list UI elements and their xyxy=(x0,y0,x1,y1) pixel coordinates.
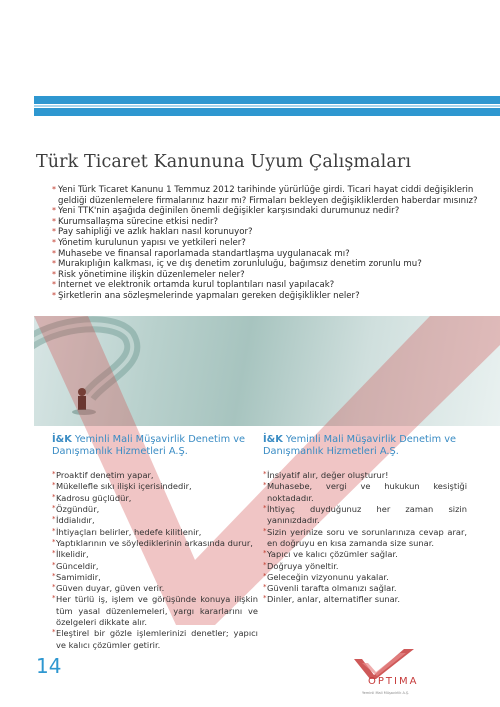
question-item xyxy=(52,227,482,238)
right-column-heading: İ&K Yeminli Mali Müşavirlik Denetim ve Danışmanlık Hizmetleri A.Ş. xyxy=(263,434,457,457)
star-bullet-icon: * xyxy=(52,515,56,524)
question-text: Muhasebe ve finansal raporlamada standartlaşma uygulanacak mı? xyxy=(58,248,350,259)
question-item xyxy=(52,217,482,228)
list-item: * Dinler, anlar, alternatifler sunar. xyxy=(263,594,400,605)
list-item: * Samimidir, xyxy=(52,571,101,582)
question-text: İnternet ve elektronik ortamda kurul toplantıları nasıl yapılacak? xyxy=(58,280,335,291)
question-text: Murakıplığın kalkması, iç ve dış denetim zorunluluğu, bağımsız denetim zorunlu mu? xyxy=(58,259,422,270)
star-bullet-icon: * xyxy=(52,185,56,194)
star-bullet-icon: * xyxy=(263,470,267,479)
star-bullet-icon: * xyxy=(52,269,56,279)
question-text: Yeni TTK'nin aşağıda değinilen önemli değişikler karşısındaki durumunuz nedir? xyxy=(58,206,400,217)
star-bullet-icon: * xyxy=(52,280,56,290)
star-bullet-icon: * xyxy=(263,594,267,603)
star-bullet-icon: * xyxy=(52,227,56,237)
star-bullet-icon: * xyxy=(52,583,56,592)
question-mark-illustration xyxy=(34,316,500,426)
list-item: * Yaptıklarının ve söylediklerinin arkasında durur, xyxy=(52,537,253,548)
star-bullet-icon: * xyxy=(52,237,56,247)
star-bullet-icon: * xyxy=(52,481,56,490)
star-bullet-icon: * xyxy=(52,549,56,558)
star-bullet-icon: * xyxy=(52,248,56,258)
star-bullet-icon: * xyxy=(52,560,56,569)
question-item xyxy=(52,206,482,217)
list-item: * İnsiyatif alır, değer oluşturur! xyxy=(263,470,389,481)
star-bullet-icon: * xyxy=(263,504,267,513)
star-bullet-icon: * xyxy=(52,571,56,580)
star-bullet-icon: * xyxy=(52,526,56,535)
header-band-bottom xyxy=(34,108,500,116)
list-item: * İhtiyaç duyduğunuz her zaman sizin yanınızdadır. xyxy=(263,504,467,526)
question-item xyxy=(52,291,482,302)
star-bullet-icon: * xyxy=(52,470,56,479)
question-text: Şirketlerin ana sözleşmelerinde yapmaları gereken değişiklikler neler? xyxy=(58,290,360,301)
question-text: Yönetim kurulunun yapısı ve yetkileri neler? xyxy=(58,237,246,248)
list-item: * Günceldir, xyxy=(52,560,99,571)
hero-question-mark-image xyxy=(34,316,500,426)
list-item: * Mükellefle sıkı ilişki içerisindedir, xyxy=(52,481,192,492)
question-text: Pay sahipliği ve azlık hakları nasıl korunuyor? xyxy=(58,227,253,238)
list-item: * Proaktif denetim yapar, xyxy=(52,470,154,481)
question-text: Risk yönetimine ilişkin düzenlemeler neler? xyxy=(58,269,245,280)
list-item: * İhtiyaçları belirler, hedefe kilitlenir, xyxy=(52,526,202,537)
header-band-top xyxy=(34,96,500,104)
question-item xyxy=(52,185,482,206)
list-item: * Doğruya yöneltir. xyxy=(263,560,339,571)
list-item: * İddialıdır, xyxy=(52,515,95,526)
right-column xyxy=(263,434,467,606)
list-item: * Kadrosu güçlüdür, xyxy=(52,492,132,503)
star-bullet-icon: * xyxy=(52,290,56,300)
star-bullet-icon: * xyxy=(263,560,267,569)
logo-tagline: Yeminli Mali Müşavirlik A.Ş. xyxy=(362,691,410,695)
star-bullet-icon: * xyxy=(52,594,56,603)
list-item: * Güvenli tarafta olmanızı sağlar. xyxy=(263,583,397,594)
question-text: Yeni Türk Ticaret Kanunu 1 Temmuz 2012 tarihinde yürürlüğe girdi. Ticari hayat ciddi değişiklerin geldiği düzenlemelere firmalarınız hazır mı? Firmaları bekleyen değişikliklerden haberdar mısınız? xyxy=(58,185,478,206)
list-item: * Muhasebe, vergi ve hukukun kesiştiği noktadadır. xyxy=(263,481,467,503)
page-title: Türk Ticaret Kanununa Uyum Çalışmaları xyxy=(36,152,412,172)
star-bullet-icon: * xyxy=(52,216,56,226)
star-bullet-icon: * xyxy=(263,526,267,535)
question-item xyxy=(52,249,482,260)
star-bullet-icon: * xyxy=(52,504,56,513)
question-item xyxy=(52,259,482,270)
star-bullet-icon: * xyxy=(52,537,56,546)
question-item xyxy=(52,270,482,281)
star-bullet-icon: * xyxy=(263,571,267,580)
list-item: * Her türlü iş, işlem ve görüşünde konuya ilişkin tüm yasal düzenlemeleri, yargı kararlarını ve özelgeleri dikkate alır. xyxy=(52,594,258,628)
list-item: * Geleceğin vizyonunu yakalar. xyxy=(263,571,389,582)
left-column xyxy=(52,434,258,651)
list-item: * Özgündür, xyxy=(52,504,100,515)
star-bullet-icon: * xyxy=(52,492,56,501)
left-column-heading: İ&K Yeminli Mali Müşavirlik Denetim ve Danışmanlık Hizmetleri A.Ş. xyxy=(52,434,246,457)
question-item xyxy=(52,280,482,291)
list-item: * İlkelidir, xyxy=(52,549,89,560)
list-item: * Sizin yerinize soru ve sorunlarınıza cevap arar, en doğruyu en kısa zamanda size sunar. xyxy=(263,526,467,548)
star-bullet-icon: * xyxy=(52,628,56,637)
star-bullet-icon: * xyxy=(263,549,267,558)
question-text: Kurumsallaşma sürecine etkisi nedir? xyxy=(58,216,219,227)
list-item: * Güven duyar, güven verir. xyxy=(52,583,165,594)
star-bullet-icon: * xyxy=(52,206,56,216)
logo-brand-text: OPTIMA xyxy=(368,676,419,687)
page-number: 14 xyxy=(36,654,62,678)
list-item: * Yapıcı ve kalıcı çözümler sağlar. xyxy=(263,549,398,560)
optima-logo xyxy=(340,645,450,705)
header-band-line xyxy=(34,105,500,107)
list-item: * Eleştirel bir gözle işlemlerinizi denetler; yapıcı ve kalıcı çözümler getirir. xyxy=(52,628,258,650)
question-list xyxy=(52,185,482,302)
star-bullet-icon: * xyxy=(52,259,56,269)
star-bullet-icon: * xyxy=(263,583,267,592)
question-item xyxy=(52,238,482,249)
star-bullet-icon: * xyxy=(263,481,267,490)
